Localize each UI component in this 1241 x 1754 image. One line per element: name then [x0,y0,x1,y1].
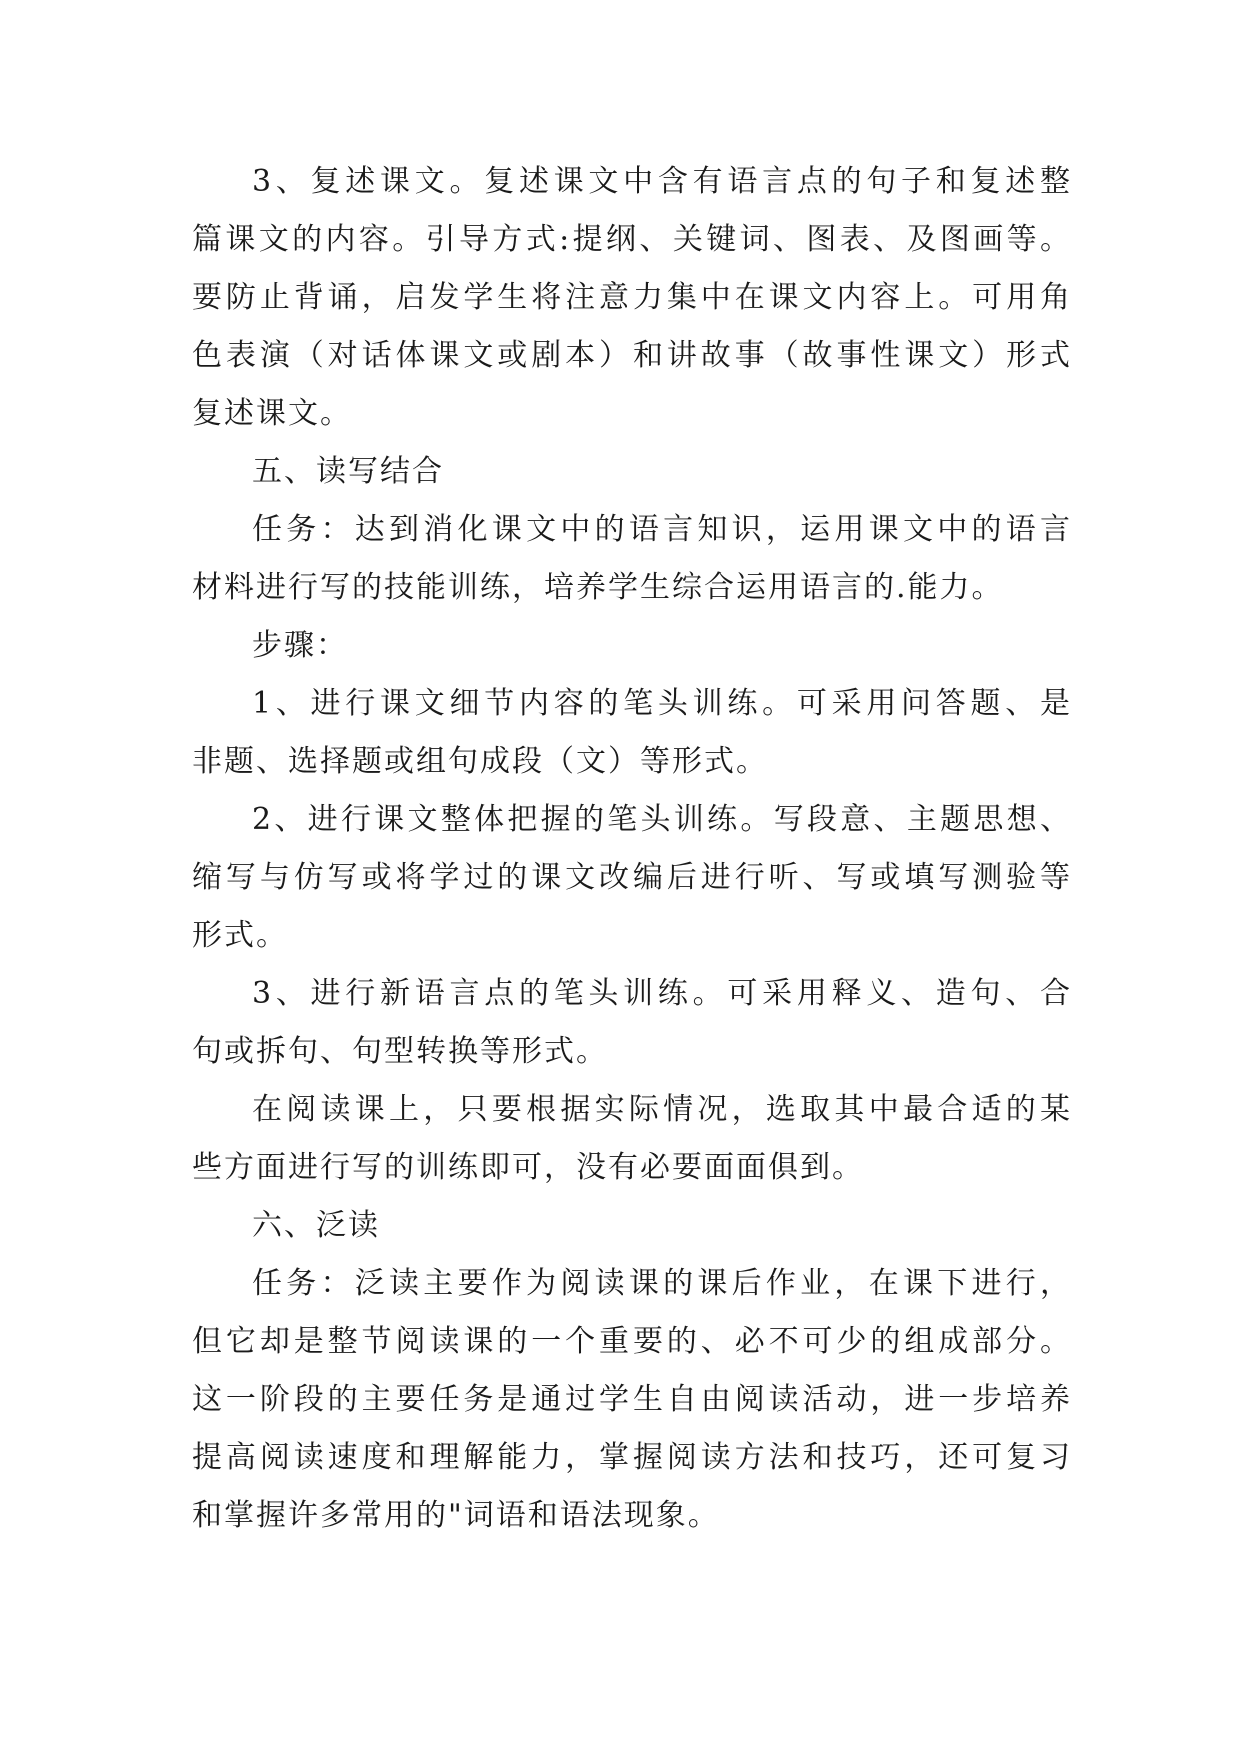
paragraph-retell-line-1: 3、复述课文。复述课文中含有语言点的句子和复述整 [252,164,1072,199]
step-3-line-1: 3、进行新语言点的笔头训练。可采用释义、造句、合 [252,976,1072,1011]
paragraph-extensive-line-4: 提高阅读速度和理解能力，掌握阅读方法和技巧，还可复习 [192,1440,1072,1475]
step-2-line-1: 2、进行课文整体把握的笔头训练。写段意、主题思想、 [252,802,1072,837]
paragraph-retell-line-3: 要防止背诵，启发学生将注意力集中在课文内容上。可用角 [192,280,1072,315]
paragraph-retell-line-2: 篇课文的内容。引导方式:提纲、关键词、图表、及图画等。 [192,222,1072,257]
step-2-line-2: 缩写与仿写或将学过的课文改编后进行听、写或填写测验等 [192,860,1072,895]
paragraph-extensive-line-2: 但它却是整节阅读课的一个重要的、必不可少的组成部分。 [192,1324,1072,1359]
section-heading-extensive-reading: 六、泛读 [252,1208,380,1243]
paragraph-retell-line-5: 复述课文。 [192,396,352,431]
step-1-line-1: 1、进行课文细节内容的笔头训练。可采用问答题、是 [252,686,1072,721]
paragraph-reading-class-line-1: 在阅读课上，只要根据实际情况，选取其中最合适的某 [252,1092,1072,1127]
steps-label: 步骤： [252,628,348,663]
paragraph-extensive-line-3: 这一阶段的主要任务是通过学生自由阅读活动，进一步培养 [192,1382,1072,1417]
document-body [192,153,1072,1545]
step-1-line-2: 非题、选择题或组句成段（文）等形式。 [192,744,768,779]
paragraph-reading-class-line-2: 些方面进行写的训练即可，没有必要面面俱到。 [192,1150,864,1185]
paragraph-extensive-line-1: 任务：泛读主要作为阅读课的课后作业，在课下进行， [252,1266,1072,1301]
paragraph-extensive-line-5: 和掌握许多常用的"词语和语法现象。 [192,1498,720,1533]
paragraph-retell-line-4: 色表演（对话体课文或剧本）和讲故事（故事性课文）形式 [192,338,1072,373]
step-3-line-2: 句或拆句、句型转换等形式。 [192,1034,608,1069]
paragraph-task-line-2: 材料进行写的技能训练，培养学生综合运用语言的.能力。 [192,570,1004,605]
section-heading-reading-writing: 五、读写结合 [252,454,444,489]
step-2-line-3: 形式。 [192,918,288,953]
paragraph-task-line-1: 任务：达到消化课文中的语言知识，运用课文中的语言 [252,512,1072,547]
